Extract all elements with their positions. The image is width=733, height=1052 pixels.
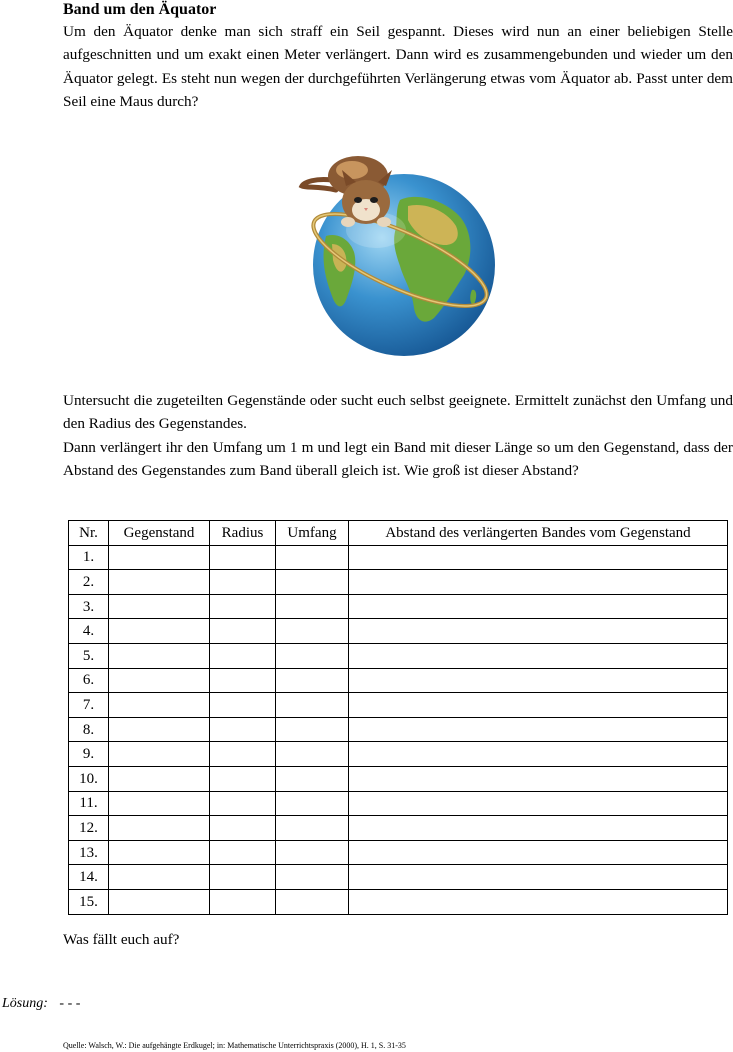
- task-paragraph-1: Untersucht die zugeteilten Gegenstände oder sucht euch selbst geeignete. Ermittelt zunächst den Umfang und den Radius des Gegenstandes.: [63, 392, 733, 433]
- cell-nr: 11.: [69, 791, 109, 816]
- cell-gegenstand[interactable]: [109, 570, 210, 595]
- header-gegenstand: Gegenstand: [109, 521, 210, 546]
- table-header-row: [69, 521, 728, 546]
- cell-radius[interactable]: [210, 668, 276, 693]
- table-row: [69, 693, 728, 718]
- cell-nr: 13.: [69, 840, 109, 865]
- cell-nr: 9.: [69, 742, 109, 767]
- cell-umfang[interactable]: [276, 693, 349, 718]
- cell-umfang[interactable]: [276, 619, 349, 644]
- cell-nr: 6.: [69, 668, 109, 693]
- cell-radius[interactable]: [210, 545, 276, 570]
- table-row: [69, 766, 728, 791]
- cell-umfang[interactable]: [276, 865, 349, 890]
- table-row: [69, 791, 728, 816]
- cell-abstand[interactable]: [349, 545, 728, 570]
- cell-radius[interactable]: [210, 594, 276, 619]
- cell-umfang[interactable]: [276, 742, 349, 767]
- cell-gegenstand[interactable]: [109, 594, 210, 619]
- cell-radius[interactable]: [210, 816, 276, 841]
- cell-umfang[interactable]: [276, 717, 349, 742]
- cell-nr: 2.: [69, 570, 109, 595]
- cell-radius[interactable]: [210, 643, 276, 668]
- globe-icon: [313, 174, 495, 356]
- cell-abstand[interactable]: [349, 816, 728, 841]
- cell-abstand[interactable]: [349, 594, 728, 619]
- table-row: [69, 865, 728, 890]
- cell-abstand[interactable]: [349, 643, 728, 668]
- table-row: [69, 570, 728, 595]
- cell-nr: 5.: [69, 643, 109, 668]
- cell-abstand[interactable]: [349, 570, 728, 595]
- header-umfang: Umfang: [276, 521, 349, 546]
- table-row: [69, 889, 728, 914]
- cell-abstand[interactable]: [349, 693, 728, 718]
- cell-umfang[interactable]: [276, 570, 349, 595]
- header-nr: Nr.: [69, 521, 109, 546]
- table-row: [69, 717, 728, 742]
- cell-abstand[interactable]: [349, 742, 728, 767]
- cell-radius[interactable]: [210, 889, 276, 914]
- cell-umfang[interactable]: [276, 766, 349, 791]
- cell-abstand[interactable]: [349, 619, 728, 644]
- cell-nr: 14.: [69, 865, 109, 890]
- cell-gegenstand[interactable]: [109, 668, 210, 693]
- cell-gegenstand[interactable]: [109, 693, 210, 718]
- cell-nr: 15.: [69, 889, 109, 914]
- cell-gegenstand[interactable]: [109, 619, 210, 644]
- cell-umfang[interactable]: [276, 643, 349, 668]
- table-row: [69, 619, 728, 644]
- cell-umfang[interactable]: [276, 594, 349, 619]
- table-row: [69, 545, 728, 570]
- measurement-table: [68, 520, 728, 915]
- cell-nr: 12.: [69, 816, 109, 841]
- cell-umfang[interactable]: [276, 545, 349, 570]
- cell-gegenstand[interactable]: [109, 717, 210, 742]
- cell-gegenstand[interactable]: [109, 816, 210, 841]
- cell-gegenstand[interactable]: [109, 742, 210, 767]
- cell-abstand[interactable]: [349, 840, 728, 865]
- cell-abstand[interactable]: [349, 889, 728, 914]
- header-radius: Radius: [210, 521, 276, 546]
- cell-umfang[interactable]: [276, 840, 349, 865]
- page-title: Band um den Äquator: [63, 1, 217, 18]
- globe-cat-illustration: [296, 140, 502, 360]
- cell-radius[interactable]: [210, 693, 276, 718]
- cell-abstand[interactable]: [349, 766, 728, 791]
- table-row: [69, 742, 728, 767]
- table-row: [69, 594, 728, 619]
- cell-abstand[interactable]: [349, 717, 728, 742]
- cell-radius[interactable]: [210, 619, 276, 644]
- cell-radius[interactable]: [210, 840, 276, 865]
- cell-nr: 7.: [69, 693, 109, 718]
- solution-line: [2, 996, 80, 1012]
- solution-value: - - -: [59, 996, 81, 1011]
- cell-radius[interactable]: [210, 865, 276, 890]
- cell-gegenstand[interactable]: [109, 643, 210, 668]
- table-row: [69, 840, 728, 865]
- cell-gegenstand[interactable]: [109, 889, 210, 914]
- cell-radius[interactable]: [210, 717, 276, 742]
- cell-umfang[interactable]: [276, 791, 349, 816]
- cell-abstand[interactable]: [349, 791, 728, 816]
- cell-gegenstand[interactable]: [109, 545, 210, 570]
- cell-gegenstand[interactable]: [109, 840, 210, 865]
- cell-umfang[interactable]: [276, 816, 349, 841]
- question-text: Was fällt euch auf?: [63, 931, 180, 948]
- cell-radius[interactable]: [210, 766, 276, 791]
- solution-label: Lösung:: [2, 996, 48, 1011]
- table-row: [69, 816, 728, 841]
- cell-radius[interactable]: [210, 791, 276, 816]
- cell-radius[interactable]: [210, 742, 276, 767]
- source-note: Quelle: Walsch, W.: Die aufgehängte Erdkugel; in: Mathematische Unterrichtspraxis (2000), H. 1, S. 31-35: [63, 1041, 406, 1050]
- cell-nr: 8.: [69, 717, 109, 742]
- cell-gegenstand[interactable]: [109, 865, 210, 890]
- cell-gegenstand[interactable]: [109, 766, 210, 791]
- cell-radius[interactable]: [210, 570, 276, 595]
- header-abstand: Abstand des verlängerten Bandes vom Gegenstand: [349, 521, 728, 546]
- cell-nr: 3.: [69, 594, 109, 619]
- cell-nr: 1.: [69, 545, 109, 570]
- table-row: [69, 643, 728, 668]
- cell-nr: 4.: [69, 619, 109, 644]
- cell-nr: 10.: [69, 766, 109, 791]
- cell-gegenstand[interactable]: [109, 791, 210, 816]
- cell-abstand[interactable]: [349, 865, 728, 890]
- task-paragraph-2: Dann verlängert ihr den Umfang um 1 m und legt ein Band mit dieser Länge so um den Gegenstand, dass der Abstand des Gegenstandes zum Band überall gleich ist. Wie groß ist dieser Abstand?: [63, 439, 733, 480]
- table-row: [69, 668, 728, 693]
- cell-abstand[interactable]: [349, 668, 728, 693]
- intro-paragraph: Um den Äquator denke man sich straff ein Seil gespannt. Dieses wird nun an einer beliebigen Stelle aufgeschnitten und um exakt einen Meter verlängert. Dann wird es zusammengebunden und wieder um den Äquator gelegt. Es steht nun wegen der durchgeführten Verlängerung etwas vom Äquator ab. Passt unter dem Seil eine Maus durch?: [63, 23, 733, 111]
- cell-umfang[interactable]: [276, 668, 349, 693]
- cell-umfang[interactable]: [276, 889, 349, 914]
